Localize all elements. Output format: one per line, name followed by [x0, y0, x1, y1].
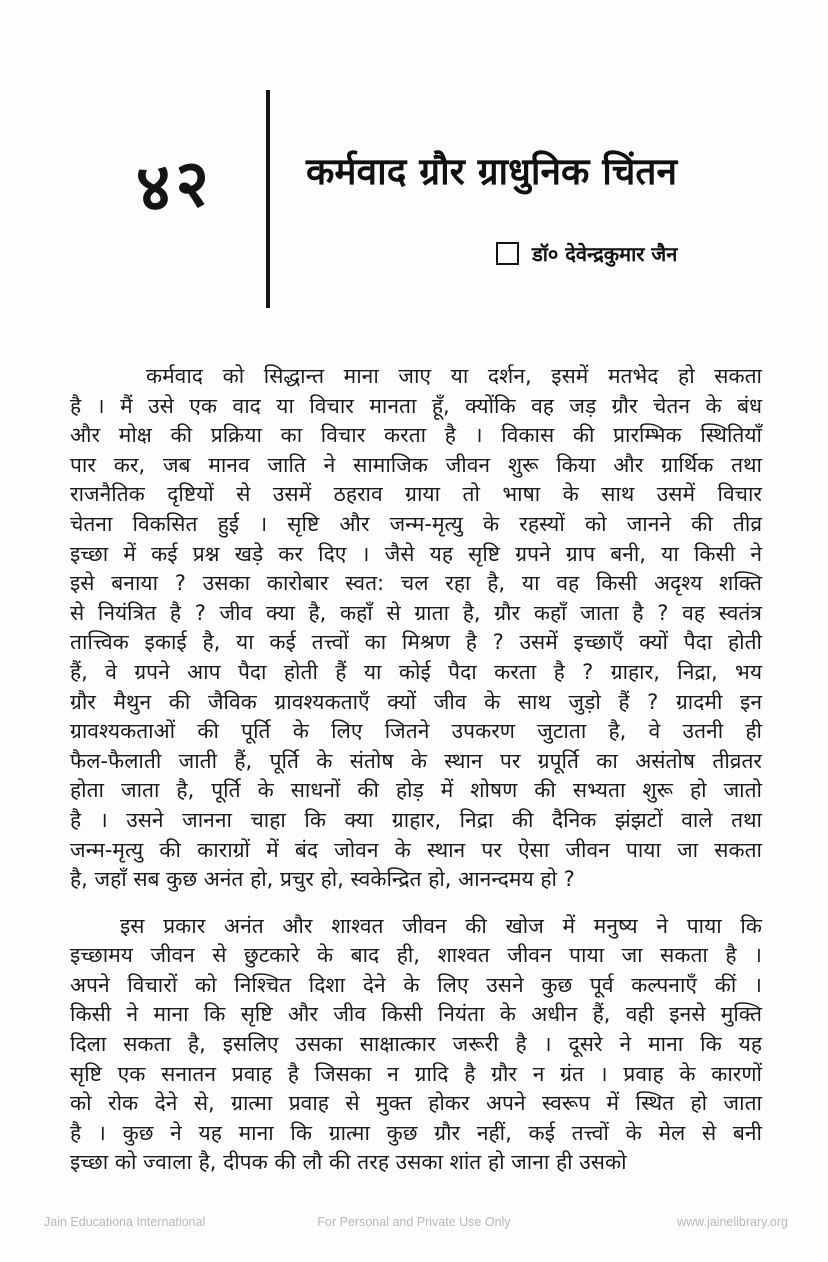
text-line: पार कर, जब मानव जाति ने सामाजिक जीवन शुरू किया और ग्रार्थिक तथा: [70, 452, 762, 477]
author-line: [496, 240, 677, 267]
text-line: अपने विचारों को निश्चित दिशा देने के लिए उसने कुछ पूर्व कल्पनाएँ कीं ।: [70, 972, 762, 997]
text-line: इच्छा को ज्वाला है, दीपक की लौ की तरह उसका शांत हो जाना ही उसको: [70, 1150, 627, 1175]
text-line: कर्मवाद को सिद्धान्त माना जाए या दर्शन, इसमें मतभेद हो सकता: [146, 364, 762, 388]
text-line: से नियंत्रित है ? जीव क्या है, कहाँ से ग्राता है, ग्रौर कहाँ जाता है ? वह स्वतंत्र: [70, 600, 762, 625]
text-line: फैल-फैलाती जाती हैं, पूर्ति के संतोष के स्थान पर ग्रपूर्ति का असंतोष तीव्रतर: [70, 748, 762, 773]
paragraph: [70, 362, 762, 895]
text-line: इसे बनाया ? उसका कारोबार स्वत: चल रहा है, या वह किसी अदृश्य शक्ति: [70, 571, 762, 596]
text-line: है, जहाँ सब कुछ अनंत हो, प्रचुर हो, स्वकेन्द्रित हो, आनन्दमय हो ?: [70, 867, 575, 892]
text-line: सृष्टि एक सनातन प्रवाह है जिसका न ग्रादि है ग्रौर न ग्रंत । प्रवाह के कारणों: [70, 1061, 762, 1086]
text-line: जन्म-मृत्यु की काराग्रों में बंद जोवन के स्थान पर ऐसा जीवन पाया जा सकता: [70, 837, 762, 862]
text-line: है । मैं उसे एक वाद या विचार मानता हूँ, क्योंकि वह जड़ ग्रौर चेतन के बंध: [70, 393, 762, 418]
page-footer: [0, 1212, 828, 1236]
paragraph: [70, 912, 762, 1178]
text-line: है । उसने जानना चाहा कि क्या ग्राहार, निद्रा की दैनिक झंझटों वाले तथा: [70, 807, 762, 832]
text-line: तात्त्विक इकाई है, या कई तत्त्वों का मिश्रण है ? उसमें इच्छाएँ क्यों पैदा होती: [70, 630, 762, 655]
text-line: को रोक देने से, ग्रात्मा प्रवाह से मुक्त होकर अपने स्वरूप में स्थित हो जाता: [70, 1091, 762, 1116]
body-text: [70, 362, 762, 1178]
text-line: राजनैतिक दृष्टियों से उसमें ठहराव ग्राया तो भाषा के साथ उसमें विचार: [70, 482, 762, 507]
text-line: ग्रावश्यकताओं की पूर्ति के लिए जितने उपकरण जुटाता है, वे उतनी ही: [70, 719, 762, 744]
footer-website: www.jainelibrary.org: [677, 1215, 788, 1229]
vertical-divider: [266, 90, 270, 308]
text-line: इस प्रकार अनंत और शाश्वत जीवन की खोज में मनुष्य ने पाया कि: [120, 913, 762, 938]
chapter-number: ४२: [133, 143, 218, 228]
text-line: हैं, वे ग्रपने आप पैदा होती हैं या कोई पैदा करता है ? ग्राहार, निद्रा, भय: [70, 659, 762, 684]
text-line: किसी ने माना कि सृष्टि और जीव किसी नियंता के अधीन हैं, वही इनसे मुक्ति: [70, 1002, 762, 1027]
text-line: चेतना विकसित हुई । सृष्टि और जन्म-मृत्यु के रहस्यों को जानने की तीव्र: [70, 511, 762, 536]
square-bullet-icon: [496, 242, 519, 265]
page-title: कर्मवाद ग्रौर ग्राधुनिक चिंतन: [306, 150, 678, 193]
text-line: ग्रौर मैथुन की जैविक ग्रावश्यकताएँ क्यों जीव के साथ जुड़ो हैं ? ग्रादमी इन: [70, 689, 762, 714]
footer-publisher: Jain Educationa International: [44, 1215, 206, 1229]
text-line: होता जाता है, पूर्ति के साधनों की होड़ में शोषण की सभ्यता शुरू हो जातो: [70, 778, 762, 803]
text-line: और मोक्ष की प्रक्रिया का विचार करता है । विकास की प्रारम्भिक स्थितियाँ: [70, 423, 762, 448]
text-line: दिला सकता है, इसलिए उसका साक्षात्कार जरूरी है । दूसरे ने माना कि यह: [70, 1032, 762, 1057]
text-line: इच्छा में कई प्रश्न खड़े कर दिए । जैसे यह सृष्टि ग्रपने ग्राप बनी, या किसी ने: [70, 541, 762, 566]
footer-usage-note: For Personal and Private Use Only: [317, 1215, 511, 1229]
text-line: है । कुछ ने यह माना कि ग्रात्मा कुछ ग्रौर नहीं, कई तत्त्वों के मेल से बनी: [70, 1120, 762, 1145]
text-line: इच्छामय जीवन से छुटकारे के बाद ही, शाश्वत जीवन पाया जा सकता है ।: [70, 943, 762, 968]
author-name: डॉ० देवेन्द्रकुमार जैन: [532, 242, 678, 266]
